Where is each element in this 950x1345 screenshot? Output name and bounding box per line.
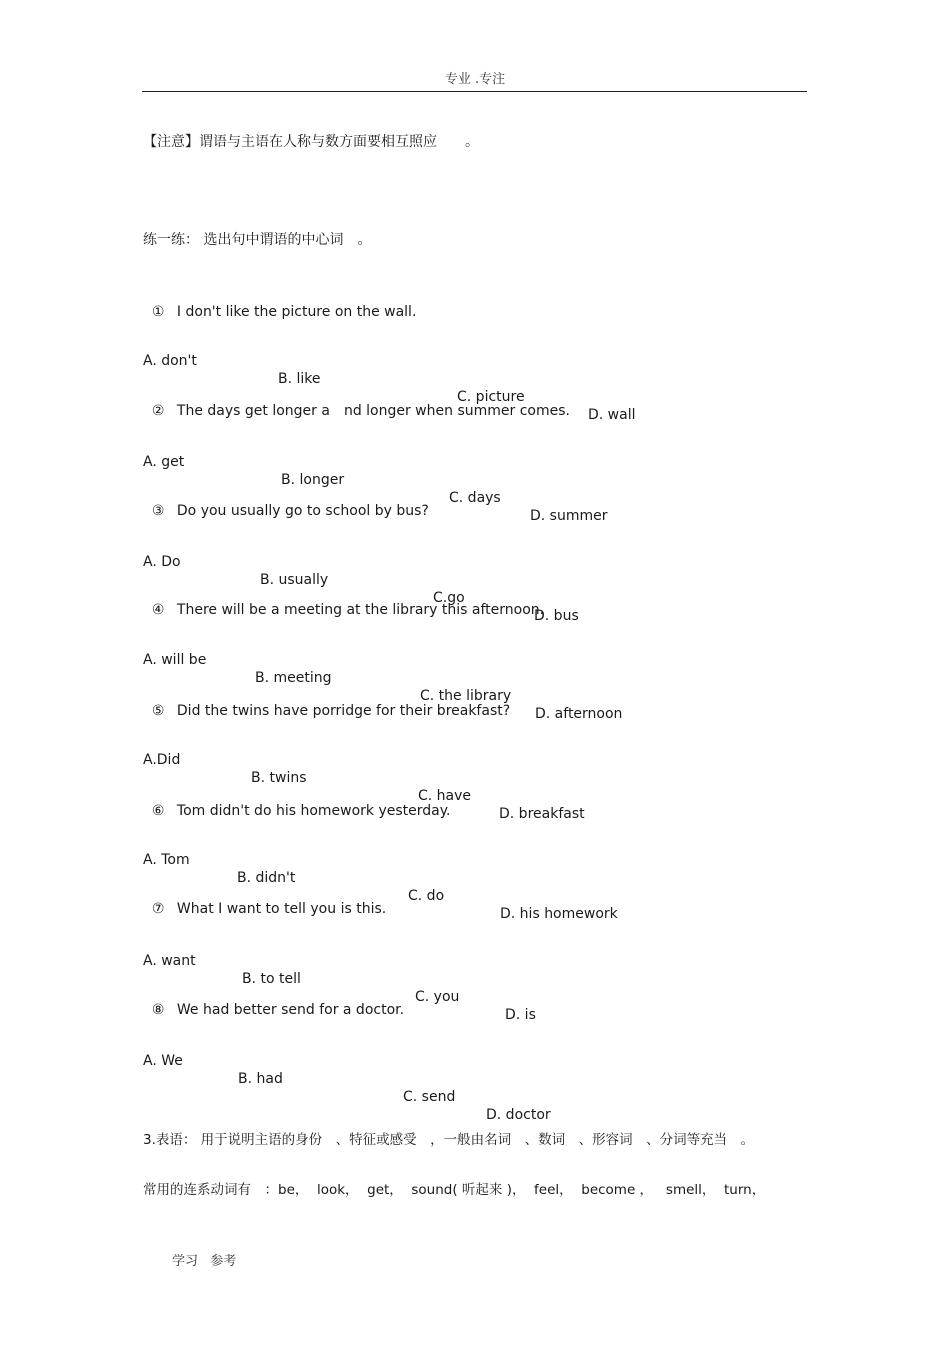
question-5 — [143, 684, 510, 720]
question-2 — [143, 384, 570, 420]
question-number: ③ — [151, 503, 165, 519]
option-a: A. don't — [143, 353, 197, 369]
header-divider — [142, 91, 807, 92]
option-d: D. doctor — [486, 1107, 551, 1123]
option-a: A. Do — [143, 554, 181, 570]
page-footer: 学习 参考 — [172, 1254, 237, 1269]
option-a: A. Tom — [143, 852, 190, 868]
question-number: ⑤ — [151, 703, 165, 719]
option-a: A. We — [143, 1053, 183, 1069]
option-d: D. summer — [530, 508, 608, 524]
option-c: C. send — [403, 1089, 456, 1105]
option-b: B. didn't — [237, 870, 296, 886]
option-b: B. to tell — [242, 971, 301, 987]
option-c: C. have — [418, 788, 472, 804]
option-d: D. is — [505, 1007, 536, 1023]
option-d: D. afternoon — [535, 706, 623, 722]
question-text: There will be a meeting at the library this afternoon. — [176, 602, 545, 618]
option-b: B. meeting — [255, 670, 332, 686]
option-b: B. twins — [251, 770, 307, 786]
question-text: Tom didn't do his homework yesterday. — [176, 803, 451, 819]
option-a: A.Did — [143, 752, 181, 768]
option-c: C. you — [415, 989, 460, 1005]
section-3-linking-verbs: 常用的连系动词有 ：be， look， get， sound( 听起来 )， feel， become ， smell， turn， — [143, 1182, 766, 1198]
question-text: Do you usually go to school by bus? — [176, 503, 429, 519]
exercise-title: 练一练： 选出句中谓语的中心词 。 — [143, 232, 372, 248]
question-1 — [143, 285, 416, 321]
question-text: I don't like the picture on the wall. — [176, 304, 417, 320]
option-c: C. the library — [420, 688, 512, 704]
question-number: ⑧ — [151, 1002, 165, 1018]
question-4 — [143, 583, 544, 619]
question-7 — [143, 882, 386, 918]
options-8 — [143, 1034, 793, 1123]
question-text: The days get longer a nd longer when summer comes. — [176, 403, 570, 419]
option-a: A. will be — [143, 652, 207, 668]
question-number: ① — [151, 304, 165, 320]
option-c: C. days — [449, 490, 501, 506]
option-b: B. had — [238, 1071, 283, 1087]
section-3-definition: 3.表语： 用于说明主语的身份 、特征或感受 ，一般由名词 、数词 、形容词 、分词等充当 。 — [143, 1132, 755, 1148]
question-text: What I want to tell you is this. — [176, 901, 387, 917]
option-c: C.go — [433, 590, 465, 606]
page-header-title: 专业 .专注 — [444, 72, 506, 87]
option-a: A. want — [143, 953, 196, 969]
option-d: D. bus — [534, 608, 579, 624]
question-text: Did the twins have porridge for their breakfast? — [176, 703, 511, 719]
question-8 — [143, 983, 404, 1019]
question-3 — [143, 484, 429, 520]
option-d: D. wall — [588, 407, 636, 423]
question-number: ② — [151, 403, 165, 419]
note-line: 【注意】谓语与主语在人称与数方面要相互照应 。 — [143, 134, 479, 150]
question-number: ⑦ — [151, 901, 165, 917]
option-a: A. get — [143, 454, 185, 470]
option-b: B. usually — [260, 572, 329, 588]
option-d: D. breakfast — [499, 806, 585, 822]
question-number: ④ — [151, 602, 165, 618]
option-b: B. like — [278, 371, 321, 387]
question-text: We had better send for a doctor. — [176, 1002, 405, 1018]
option-d: D. his homework — [500, 906, 618, 922]
question-number: ⑥ — [151, 803, 165, 819]
option-c: C. picture — [457, 389, 525, 405]
option-b: B. longer — [281, 472, 345, 488]
question-6 — [143, 784, 451, 820]
option-c: C. do — [408, 888, 445, 904]
